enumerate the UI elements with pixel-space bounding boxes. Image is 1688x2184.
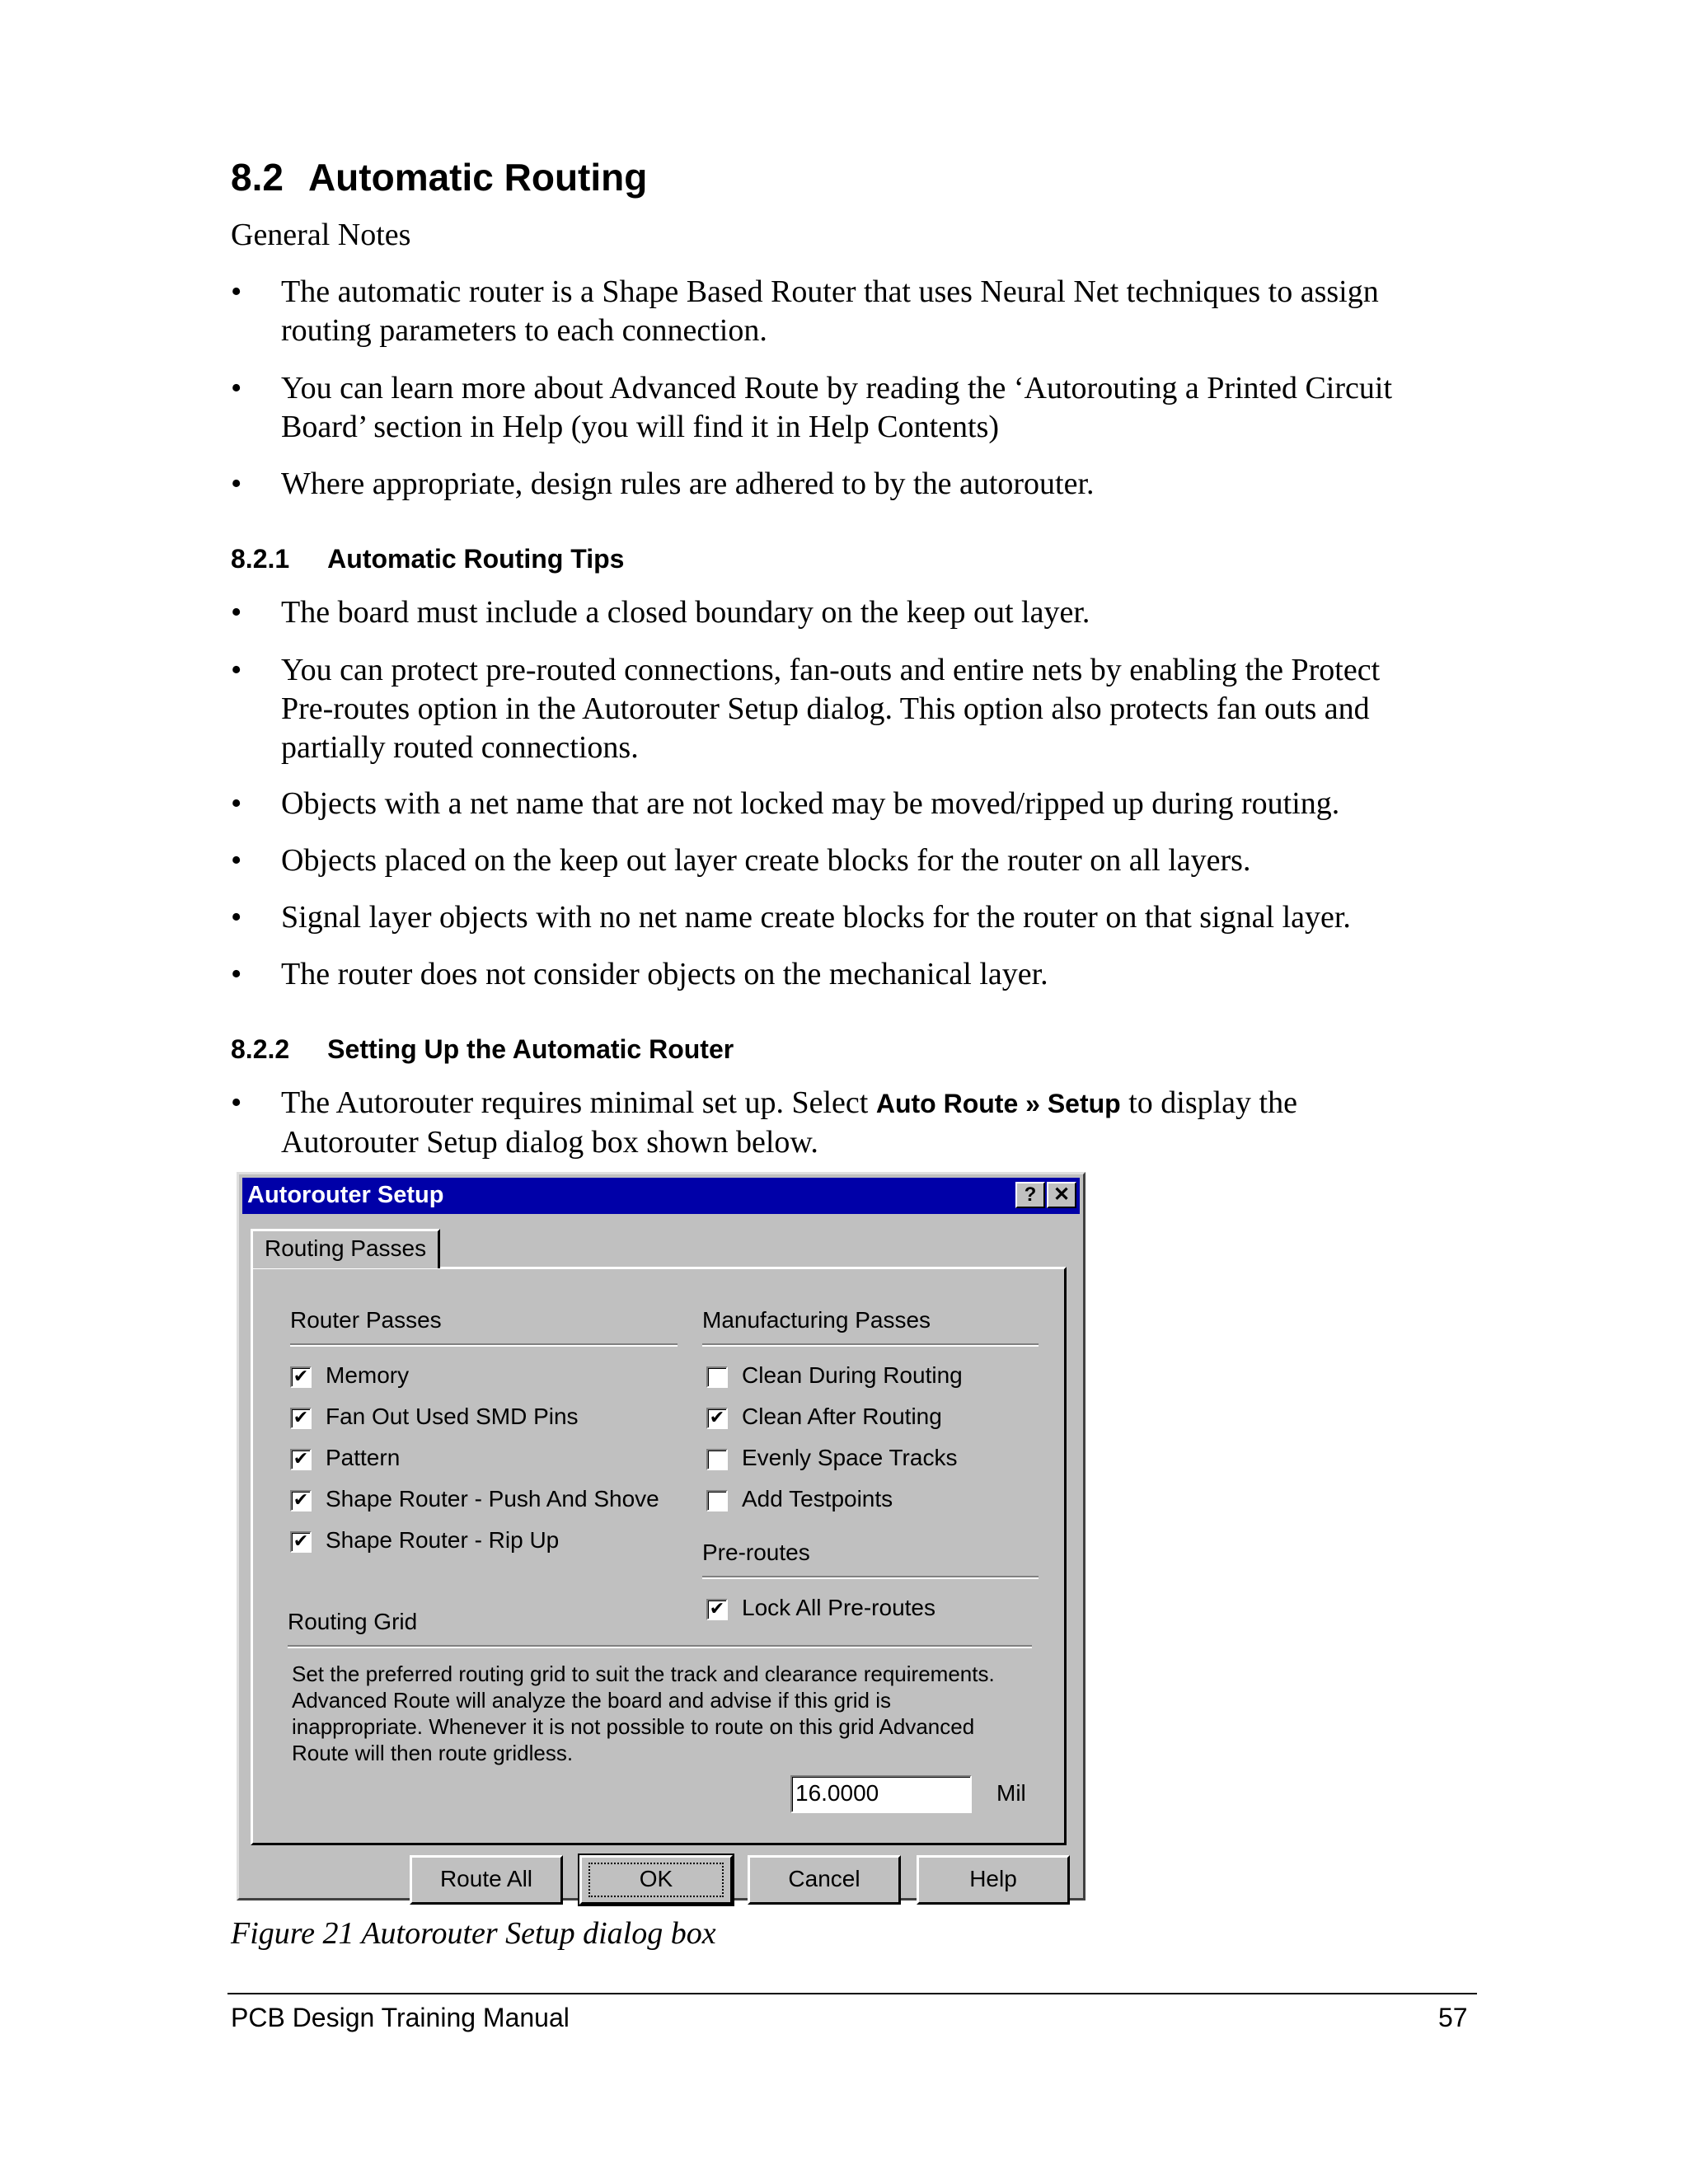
checkbox-label: Memory xyxy=(326,1362,410,1388)
subsection-number: 8.2.2 xyxy=(231,1034,290,1064)
checkbox-label: Pattern xyxy=(326,1445,401,1470)
menu-command: Auto Route » Setup xyxy=(875,1089,1121,1118)
subsection-title: Setting Up the Automatic Router xyxy=(327,1034,734,1064)
bullet-icon: • xyxy=(231,595,242,630)
checkbox-label: Lock All Pre-routes xyxy=(742,1595,935,1620)
list-item-text: You can learn more about Advanced Route by reading the ‘Autorouting a Printed Circuit xyxy=(281,371,1392,405)
rip-up-checkbox[interactable]: ✔ xyxy=(290,1531,312,1553)
focus-rectangle xyxy=(588,1863,724,1897)
clean-after-routing-checkbox[interactable]: ✔ xyxy=(706,1408,728,1429)
section-title: Automatic Routing xyxy=(307,156,648,199)
cancel-button[interactable]: Cancel xyxy=(748,1855,901,1905)
tab-routing-passes[interactable]: Routing Passes xyxy=(251,1229,440,1268)
fan-out-checkbox[interactable]: ✔ xyxy=(290,1408,312,1429)
grid-unit-label: Mil xyxy=(996,1780,1026,1806)
routing-passes-panel xyxy=(251,1267,1067,1845)
footer-title: PCB Design Training Manual xyxy=(231,2003,570,2032)
bullet-icon: • xyxy=(231,274,242,309)
subsection-heading xyxy=(231,544,624,574)
routing-grid-input[interactable]: 16.0000 xyxy=(790,1775,972,1813)
bullet-icon: • xyxy=(231,900,242,935)
list-item-text: partially routed connections. xyxy=(281,730,639,765)
dialog-title-bar xyxy=(242,1178,1080,1214)
close-icon[interactable]: ✕ xyxy=(1047,1182,1076,1208)
description-line: inappropriate. Whenever it is not possible to route on this grid Advanced xyxy=(292,1714,975,1739)
ok-button-label: OK xyxy=(639,1866,673,1891)
autorouter-setup-dialog xyxy=(237,1172,1085,1900)
evenly-space-tracks-checkbox[interactable] xyxy=(706,1449,728,1470)
add-testpoints-checkbox[interactable] xyxy=(706,1490,728,1511)
checkbox-label: Shape Router - Rip Up xyxy=(326,1527,560,1553)
bullet-icon: • xyxy=(231,653,242,687)
routing-grid-description xyxy=(292,1661,995,1766)
list-item-text: routing parameters to each connection. xyxy=(281,313,767,348)
bullet-icon: • xyxy=(231,466,242,501)
list-item-text: The Autorouter requires minimal set up. Select xyxy=(281,1085,876,1120)
page-number: 57 xyxy=(1438,2003,1468,2032)
divider xyxy=(288,1645,1032,1648)
manufacturing-passes-label: Manufacturing Passes xyxy=(702,1307,931,1333)
description-line: Route will then route gridless. xyxy=(292,1741,574,1765)
bullet-icon: • xyxy=(231,957,242,991)
route-all-button[interactable]: Route All xyxy=(410,1855,563,1905)
list-item-text: Where appropriate, design rules are adhered to by the autorouter. xyxy=(281,466,1095,501)
list-item-text: to display the xyxy=(1120,1085,1297,1120)
list-item-text: Board’ section in Help (you will find it in Help Contents) xyxy=(281,410,1000,444)
checkbox-label: Evenly Space Tracks xyxy=(742,1445,958,1470)
section-heading xyxy=(231,155,647,199)
bullet-icon: • xyxy=(231,843,242,878)
clean-during-routing-checkbox[interactable] xyxy=(706,1366,728,1388)
checkbox-label: Clean After Routing xyxy=(742,1404,942,1429)
bullet-icon: • xyxy=(231,371,242,405)
general-notes-heading: General Notes xyxy=(231,218,411,252)
push-and-shove-checkbox[interactable]: ✔ xyxy=(290,1490,312,1511)
list-item-text: Objects with a net name that are not locked may be moved/ripped up during routing. xyxy=(281,786,1340,821)
divider xyxy=(702,1343,1039,1347)
subsection-title: Automatic Routing Tips xyxy=(327,544,625,574)
checkbox-label: Fan Out Used SMD Pins xyxy=(326,1404,579,1429)
list-item-text: The router does not consider objects on the mechanical layer. xyxy=(281,957,1048,991)
pattern-checkbox[interactable]: ✔ xyxy=(290,1449,312,1470)
checkbox-label: Shape Router - Push And Shove xyxy=(326,1486,659,1511)
figure-caption: Figure 21 Autorouter Setup dialog box xyxy=(231,1916,716,1951)
ok-button[interactable] xyxy=(579,1855,733,1905)
list-item-text: Autorouter Setup dialog box shown below. xyxy=(281,1125,818,1160)
section-number: 8.2 xyxy=(231,156,284,199)
footer-divider xyxy=(227,1993,1477,1994)
divider xyxy=(702,1576,1039,1579)
list-item-text: Objects placed on the keep out layer create blocks for the router on all layers. xyxy=(281,843,1251,878)
divider xyxy=(290,1343,678,1347)
list-item-text: The board must include a closed boundary on the keep out layer. xyxy=(281,595,1090,630)
help-icon[interactable]: ? xyxy=(1015,1182,1045,1208)
list-item-text: The automatic router is a Shape Based Router that uses Neural Net techniques to assign xyxy=(281,274,1379,309)
subsection-heading xyxy=(231,1034,734,1065)
routing-grid-label: Routing Grid xyxy=(288,1609,418,1634)
bullet-icon: • xyxy=(231,1085,242,1120)
memory-checkbox[interactable]: ✔ xyxy=(290,1366,312,1388)
help-button[interactable]: Help xyxy=(917,1855,1070,1905)
list-item-text: Pre-routes option in the Autorouter Setup dialog. This option also protects fan outs and xyxy=(281,691,1370,726)
checkbox-label: Add Testpoints xyxy=(742,1486,893,1511)
lock-all-preroutes-checkbox[interactable]: ✔ xyxy=(706,1599,728,1620)
list-item-text: Signal layer objects with no net name create blocks for the router on that signal layer. xyxy=(281,900,1351,935)
subsection-number: 8.2.1 xyxy=(231,544,290,574)
preroutes-label: Pre-routes xyxy=(702,1540,810,1565)
list-item-text: You can protect pre-routed connections, fan-outs and entire nets by enabling the Protect xyxy=(281,653,1381,687)
description-line: Advanced Route will analyze the board and advise if this grid is xyxy=(292,1688,891,1713)
description-line: Set the preferred routing grid to suit the track and clearance requirements. xyxy=(292,1661,995,1686)
dialog-title: Autorouter Setup xyxy=(247,1182,444,1208)
router-passes-label: Router Passes xyxy=(290,1307,442,1333)
checkbox-label: Clean During Routing xyxy=(742,1362,963,1388)
bullet-icon: • xyxy=(231,786,242,821)
